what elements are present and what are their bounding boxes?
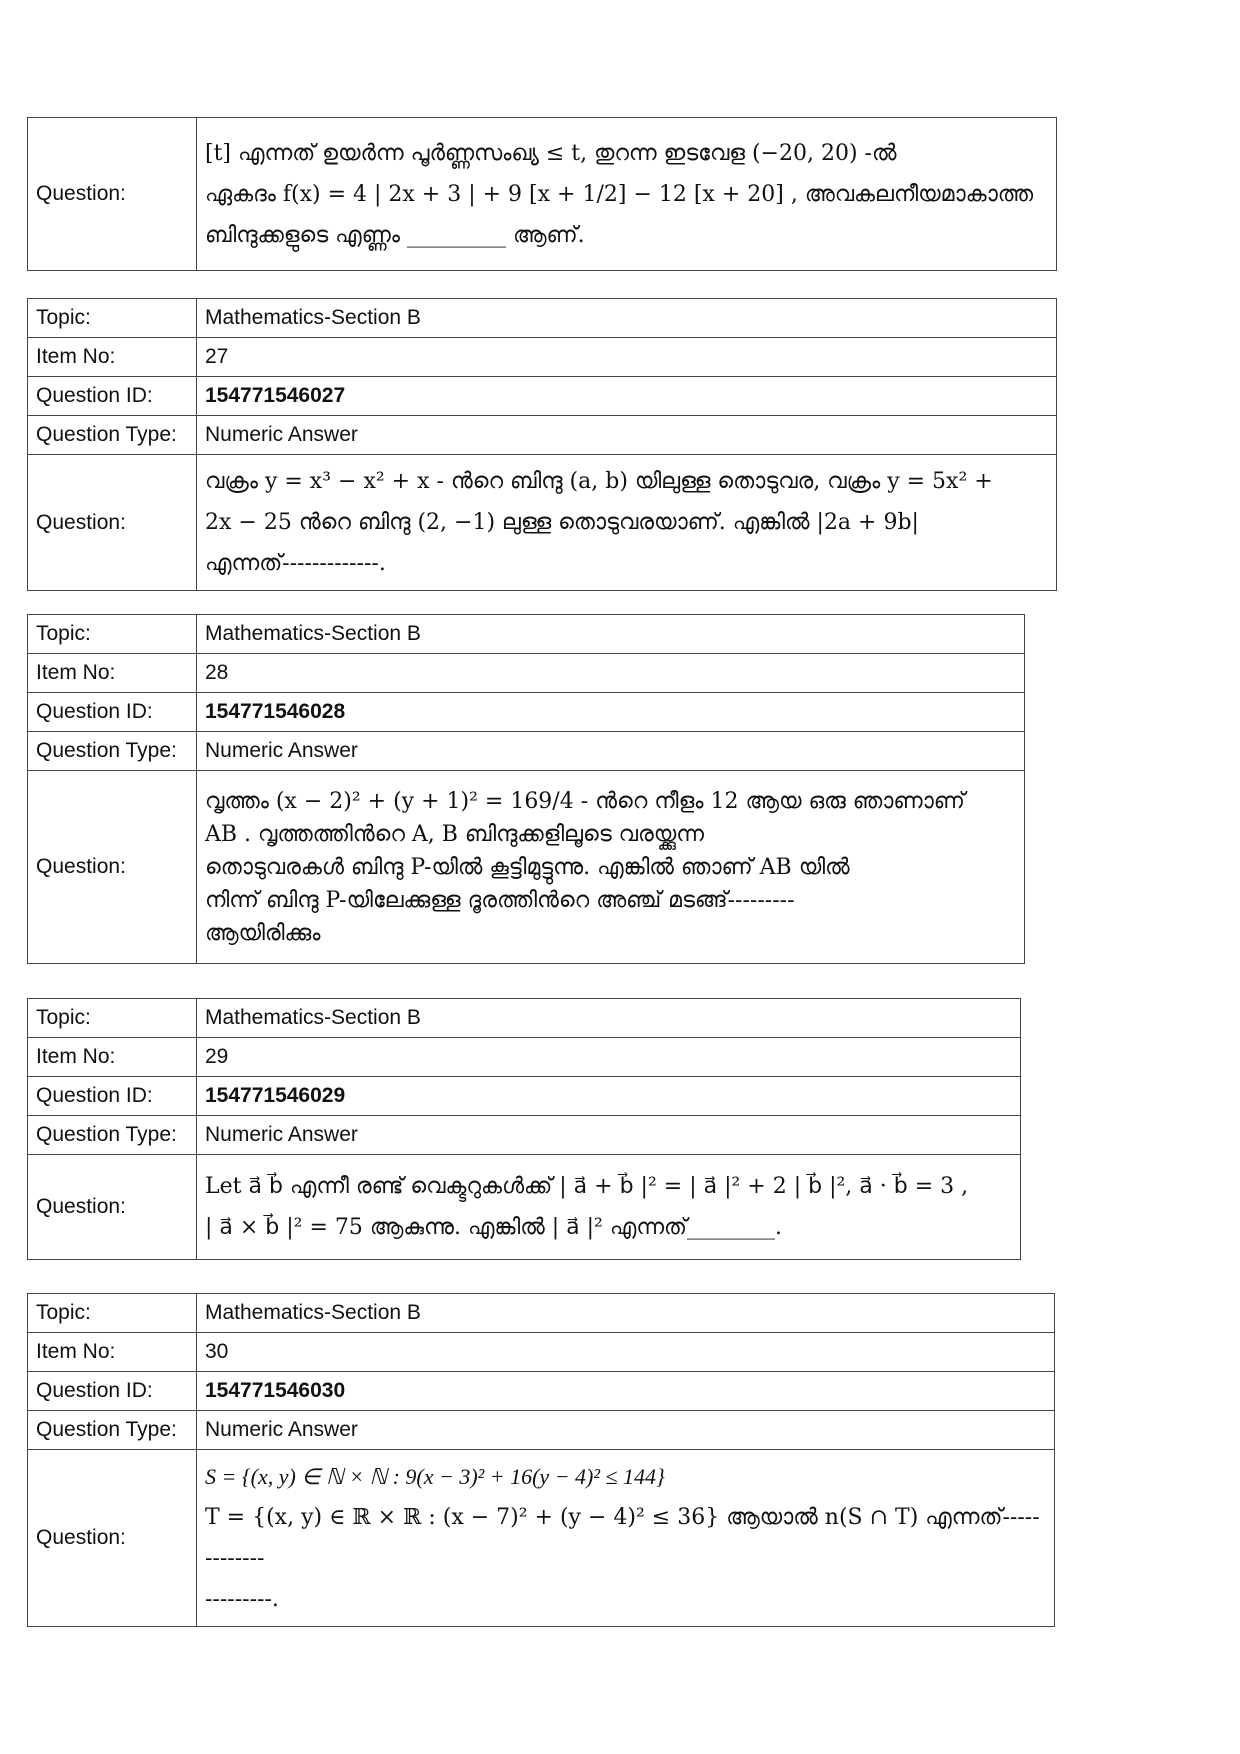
question-type-value: Numeric Answer bbox=[197, 1411, 1055, 1450]
item-no-value: 29 bbox=[197, 1038, 1021, 1077]
question-table-26 bbox=[27, 117, 1057, 271]
item-no-label: Item No: bbox=[28, 1333, 197, 1372]
item-no-label: Item No: bbox=[28, 1038, 197, 1077]
topic-label: Topic: bbox=[28, 615, 197, 654]
question-label: Question: bbox=[28, 118, 197, 271]
question-line: 2x − 25 ൻറെ ബിന്ദു (2, −1) ലുള്ള തൊടുവരയാണ്. എങ്കിൽ |2a + 9b| bbox=[205, 510, 919, 535]
question-table-27 bbox=[27, 298, 1057, 591]
question-label: Question: bbox=[28, 1155, 197, 1260]
question-id-value: 154771546027 bbox=[197, 377, 1057, 416]
question-label: Question: bbox=[28, 1450, 197, 1627]
question-table-30 bbox=[27, 1293, 1055, 1627]
question-line: ---------. bbox=[205, 1587, 279, 1612]
question-table-28 bbox=[27, 614, 1025, 964]
question-id-label: Question ID: bbox=[28, 693, 197, 732]
question-line: തൊടുവരകൾ ബിന്ദു P-യിൽ കൂട്ടിമുട്ടുന്നു. എങ്കിൽ ഞാണ് AB യിൽ bbox=[205, 854, 850, 880]
question-type-label: Question Type: bbox=[28, 416, 197, 455]
question-type-label: Question Type: bbox=[28, 1116, 197, 1155]
question-line: വക്രം y = x³ − x² + x - ൻറെ ബിന്ദു (a, b) യിലുള്ള തൊടുവര, വക്രം y = 5x² + bbox=[205, 469, 993, 494]
question-line: T = {(x, y) ∈ ℝ × ℝ : (x − 7)² + (y − 4)² ≤ 36} ആയാൽ n(S ∩ T) എന്നത്------------- bbox=[205, 1505, 1040, 1571]
question-line: എന്നത്-------------. bbox=[205, 551, 386, 576]
topic-value: Mathematics-Section B bbox=[197, 299, 1057, 338]
question-text bbox=[197, 118, 1057, 271]
question-line: വൃത്തം (x − 2)² + (y + 1)² = 169/4 - ൻറെ നീളം 12 ആയ ഒരു ഞാണാണ് bbox=[205, 788, 965, 814]
question-line: നിന്ന് ബിന്ദു P-യിലേക്കുള്ള ദൂരത്തിൻറെ അഞ്ച് മടങ്ങ്--------- bbox=[205, 887, 795, 913]
topic-label: Topic: bbox=[28, 299, 197, 338]
question-type-label: Question Type: bbox=[28, 732, 197, 771]
question-type-label: Question Type: bbox=[28, 1411, 197, 1450]
question-id-value: 154771546029 bbox=[197, 1077, 1021, 1116]
item-no-label: Item No: bbox=[28, 338, 197, 377]
topic-label: Topic: bbox=[28, 1294, 197, 1333]
question-line: ആയിരിക്കും bbox=[205, 920, 321, 946]
item-no-value: 27 bbox=[197, 338, 1057, 377]
item-no-value: 30 bbox=[197, 1333, 1055, 1372]
question-label: Question: bbox=[28, 771, 197, 964]
question-line: | a⃗ × b⃗ |² = 75 ആകുന്നു. എങ്കിൽ | a⃗ |² എന്നത്________. bbox=[205, 1215, 783, 1240]
question-id-label: Question ID: bbox=[28, 377, 197, 416]
question-line: ഏകദം f(x) = 4 | 2x + 3 | + 9 [x + 1/2] − 12 [x + 20] , അവകലനീയമാകാത്ത bbox=[205, 181, 1034, 207]
question-line: ബിന്ദുക്കളുടെ എണ്ണം _________ ആണ്. bbox=[205, 222, 585, 248]
question-type-value: Numeric Answer bbox=[197, 732, 1025, 771]
item-no-value: 28 bbox=[197, 654, 1025, 693]
question-table-29 bbox=[27, 998, 1021, 1260]
question-line: S = {(x, y) ∈ ℕ × ℕ : 9(x − 3)² + 16(y − 4)² ≤ 144} bbox=[205, 1464, 665, 1489]
question-id-value: 154771546030 bbox=[197, 1372, 1055, 1411]
topic-value: Mathematics-Section B bbox=[197, 615, 1025, 654]
topic-label: Topic: bbox=[28, 999, 197, 1038]
question-type-value: Numeric Answer bbox=[197, 1116, 1021, 1155]
question-id-value: 154771546028 bbox=[197, 693, 1025, 732]
question-text bbox=[197, 1155, 1021, 1260]
question-text bbox=[197, 771, 1025, 964]
question-id-label: Question ID: bbox=[28, 1372, 197, 1411]
question-line: [t] എന്നത് ഉയർന്ന പൂർണ്ണസംഖ്യ ≤ t, തുറന്ന ഇടവേള (−20, 20) -ൽ bbox=[205, 140, 897, 166]
topic-value: Mathematics-Section B bbox=[197, 1294, 1055, 1333]
topic-value: Mathematics-Section B bbox=[197, 999, 1021, 1038]
question-line: AB . വൃത്തത്തിൻറെ A, B ബിന്ദുക്കളിലൂടെ വരയ്ക്കുന്ന bbox=[205, 821, 704, 847]
question-type-value: Numeric Answer bbox=[197, 416, 1057, 455]
question-text bbox=[197, 455, 1057, 591]
question-id-label: Question ID: bbox=[28, 1077, 197, 1116]
question-label: Question: bbox=[28, 455, 197, 591]
item-no-label: Item No: bbox=[28, 654, 197, 693]
question-line: Let a⃗ b⃗ എന്നീ രണ്ട് വെക്ടറുകൾക്ക് | a⃗ + b⃗ |² = | a⃗ |² + 2 | b⃗ |², a⃗ · b⃗ = 3 , bbox=[205, 1174, 969, 1199]
question-text bbox=[197, 1450, 1055, 1627]
